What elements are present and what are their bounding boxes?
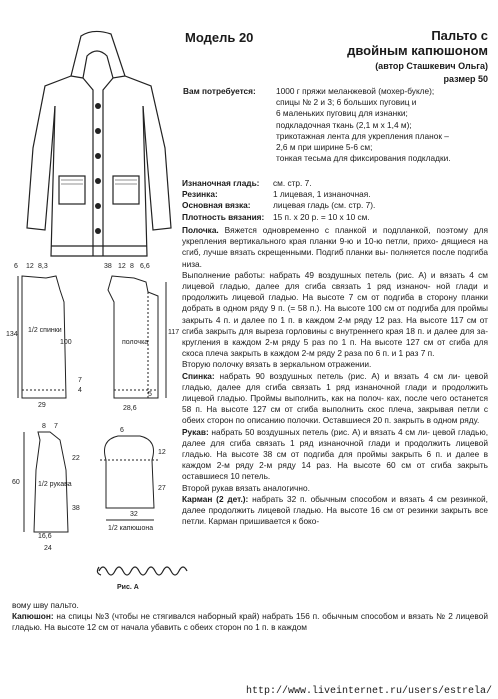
paragraph-text: Выполнение работы: набрать 49 воздушных петель (рис. А) и вязать 4 см лицевой гладью, далее для сгиба связать 1 ряд изнаноч- ной глади и продолжить лицевой гладью. На высоте 7 см от подгиба в сторону планки добрать в одном ряду 9 п. (= 58 п.). На высоте 100 см от подгиба для проймы закрыть 4 п. и далее по 1 п. в каждом 2-м ряду 12 раз. На высоте 117 см от сгиба закрыть для выреза горловины с внутреннего края 18 п. и далее для за- кругления в каждом 2-м ряду 5 раз по 1 п. На высоте 127 см от сгиба для скоса плеча закрыть в каждом 2-м ряду 2 раза по 6 п. и 1 раз 7 п. <box>182 269 488 359</box>
dim-label: 100 <box>60 339 72 346</box>
figure-label: Рис. А <box>117 584 139 591</box>
instructions <box>182 225 488 527</box>
spec-row <box>182 200 487 211</box>
figure-a-chain <box>95 555 195 600</box>
dim-label: 4 <box>78 387 82 394</box>
dim-label: 12 <box>26 263 34 270</box>
coat-sketch <box>15 28 180 263</box>
specs <box>182 178 487 223</box>
dim-label: 38 <box>72 505 80 512</box>
spec-row <box>182 178 487 189</box>
back-label: 1/2 спинки <box>28 327 62 334</box>
paragraph-text: набрать 50 воздушных петель (рис. А) и вязать 4 см ли- цевой гладью, далее для сгиба связать 1 ряд изнаночной глади и продолжить лицевой гладью. На высоте 38 см от подгиба для проймы закрыть 6 п. и далее в каждом 2-м ряду 2-м ряду 14 раз. На высоте 60 см от сгиба закрыть оставшиеся 10 петель. <box>182 426 488 482</box>
dim-label: 117 <box>168 329 180 336</box>
dim-label: 38 <box>104 263 112 270</box>
sleeve-hood-schematic <box>10 420 180 555</box>
dim-label: 8 <box>42 423 46 430</box>
paragraph <box>12 611 488 633</box>
paragraph-label: Капюшон: <box>12 611 54 622</box>
spec-label: Плотность вязания: <box>182 211 265 222</box>
author: (автор Сташкевич Ольга) <box>375 61 488 71</box>
instructions-continued <box>12 600 488 634</box>
back-front-schematic <box>8 262 180 422</box>
dim-label: 32 <box>130 511 138 518</box>
materials-line: 1000 г пряжи меланжевой (мохер-букле); <box>276 86 435 96</box>
dim-label: 8,3 <box>38 263 48 270</box>
spec-row <box>182 212 487 223</box>
spec-value: 1 лицевая, 1 изнаночная. <box>273 189 371 200</box>
materials-line: трикотажная лента для укрепления планок – <box>276 130 449 141</box>
materials-line: подкладочная ткань (2,1 м х 1,4 м); <box>276 119 412 130</box>
dim-label: 16,6 <box>38 533 52 540</box>
paragraph <box>182 483 488 494</box>
paragraph-text: Вяжется одновременно с планкой и подпланкой, поэтому для укрепления вертикального края планки 9-ю и 10-ю петли, прихо- дящиеся на сгиб, лучше вязать скрещенными. Подгиб планки вы- полняется после подгиба низа. <box>182 225 488 269</box>
hood-label: 1/2 капюшона <box>108 525 154 532</box>
paragraph <box>182 359 488 370</box>
dim-label: 7 <box>54 423 58 430</box>
materials-label: Вам потребуется: <box>183 86 256 96</box>
materials-list <box>276 86 486 164</box>
paragraph-text: набрать 90 воздушных петель (рис. А) и вязать 4 см ли- цевой гладью, далее для сгиба связать 1 ряд изнаночной глади и продолжить лицевой гладью. Проймы выполнить, как на полоч- ках, после чего останется 58 п. На высоте 127 см от сгиба выполнить скос плеча, закрывая петли с обеих сторон по описанию полочки. Оставшиеся 20 п. закрыть в одном ряду. <box>182 370 488 426</box>
dim-label: 6 <box>120 427 124 434</box>
paragraph <box>182 427 488 483</box>
paragraph <box>182 225 488 270</box>
dim-label: 27 <box>158 485 166 492</box>
paragraph <box>182 371 488 427</box>
size: размер 50 <box>443 74 488 84</box>
paragraph <box>182 270 488 360</box>
paragraph-label: Карман (2 дет.): <box>182 493 249 504</box>
spec-label: Изнаночная гладь: <box>182 178 260 188</box>
dim-label: 12 <box>118 263 126 270</box>
dim-label: 29 <box>38 402 46 409</box>
title-line-1: Пальто с <box>431 28 488 43</box>
dim-label: 28,6 <box>123 405 137 412</box>
spec-row <box>182 189 487 200</box>
dim-label: 6,6 <box>140 263 150 270</box>
dim-label: 60 <box>12 479 20 486</box>
paragraph-text: набрать 32 п. обычным способом и вязать 4 см резинкой, далее продолжить лицевой гладью. На высоте 16 см от резинки закрыть все петли. Карман пришивается к боко- <box>182 493 488 527</box>
materials-line: тонкая тесьма для фиксирования подкладки. <box>276 153 451 164</box>
paragraph-label: Спинка: <box>182 370 215 381</box>
model-number: Модель 20 <box>185 30 254 45</box>
paragraph-label: Рукав: <box>182 426 209 437</box>
spec-value: см. стр. 7. <box>273 178 312 188</box>
paragraph-text: Вторую полочку вязать в зеркальном отражении. <box>182 359 372 370</box>
spec-label: Резинка: <box>182 189 218 200</box>
pattern-title <box>347 28 488 58</box>
sleeve-label: 1/2 рукава <box>38 481 72 488</box>
paragraph-text: Второй рукав вязать аналогично. <box>182 482 310 493</box>
spec-label: Основная вязка: <box>182 200 251 211</box>
dim-label: 7 <box>78 377 82 384</box>
dim-label: 8 <box>130 263 134 270</box>
spec-value: 15 п. х 20 р. = 10 х 10 см. <box>273 211 370 222</box>
paragraph <box>182 494 488 528</box>
paragraph-label: Полочка. <box>182 225 219 235</box>
title-line-2: двойным капюшоном <box>347 43 488 58</box>
spec-value: лицевая гладь (см. стр. 7). <box>273 200 376 211</box>
dim-label: 6 <box>14 263 18 270</box>
dim-label: 24 <box>44 545 52 552</box>
paragraph-text: на спицы №3 (чтобы не стягивался наборный край) набрать 156 п. обычным способом и вязать № 2 лицевой гладью. На высоте 12 см от начала убавить с обеих сторон по 1 п. в каждом <box>12 611 488 633</box>
materials-line: спицы № 2 и 3; 6 больших пуговиц и <box>276 97 417 108</box>
dim-label: 12 <box>158 449 166 456</box>
dim-label: 5 <box>148 391 152 398</box>
materials-line: 2,6 м при ширине 5-6 см; <box>276 142 373 153</box>
source-url[interactable]: http://www.liveinternet.ru/users/estrela/ <box>245 686 492 697</box>
dim-label: 134 <box>6 331 18 338</box>
materials-line: 6 маленьких пуговиц для изнанки; <box>276 108 408 119</box>
paragraph-text: вому шву пальто. <box>12 600 79 610</box>
paragraph <box>12 600 488 611</box>
front-label: полочка <box>122 339 149 346</box>
dim-label: 22 <box>72 455 80 462</box>
